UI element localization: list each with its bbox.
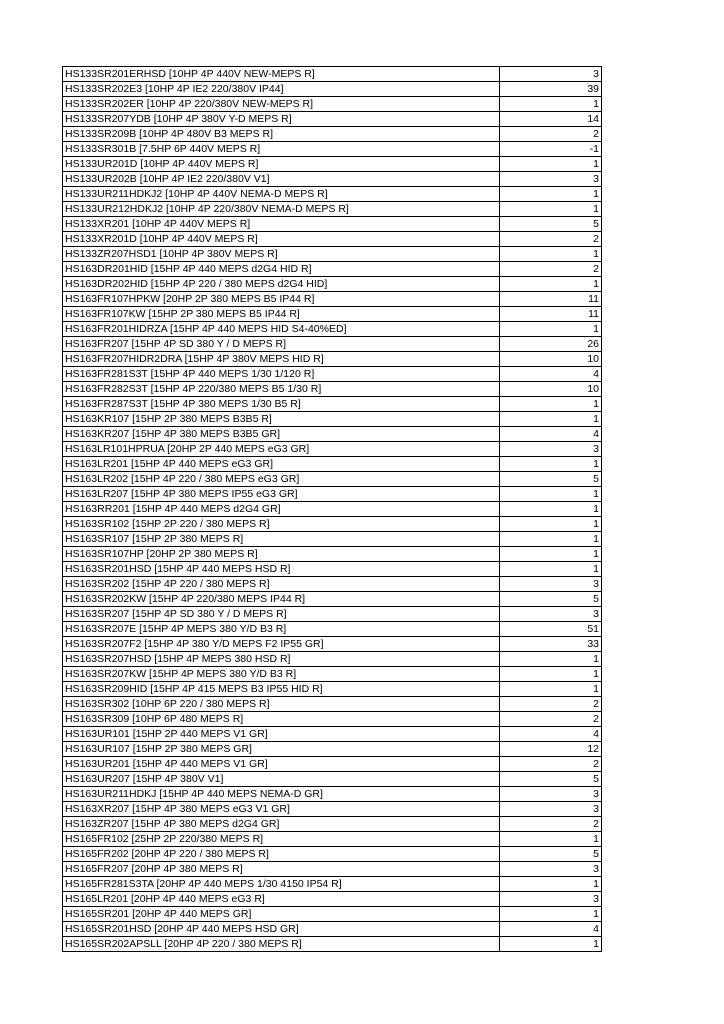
table-row (63, 382, 602, 397)
table-row (63, 667, 602, 682)
quantity-cell: 1 (500, 247, 602, 262)
table-row (63, 397, 602, 412)
item-description-cell: HS133SR202ER [10HP 4P 220/380V NEW-MEPS R] (63, 97, 500, 112)
table-row (63, 307, 602, 322)
table-row (63, 232, 602, 247)
quantity-cell: 1 (500, 202, 602, 217)
item-description-cell: HS163SR202KW [15HP 4P 220/380 MEPS IP44 R] (63, 592, 500, 607)
item-description-cell: HS133UR212HDKJ2 [10HP 4P 220/380V NEMA-D MEPS R] (63, 202, 500, 217)
item-description-cell: HS163UR211HDKJ [15HP 4P 440 MEPS NEMA-D GR] (63, 787, 500, 802)
quantity-cell: 2 (500, 697, 602, 712)
quantity-cell: 12 (500, 742, 602, 757)
quantity-cell: 39 (500, 82, 602, 97)
table-row (63, 877, 602, 892)
table-row (63, 577, 602, 592)
quantity-cell: 11 (500, 307, 602, 322)
table-row (63, 652, 602, 667)
table-row (63, 172, 602, 187)
item-description-cell: HS165FR207 [20HP 4P 380 MEPS R] (63, 862, 500, 877)
table-row (63, 487, 602, 502)
table-row (63, 922, 602, 937)
table-row (63, 817, 602, 832)
item-description-cell: HS163ZR207 [15HP 4P 380 MEPS d2G4 GR] (63, 817, 500, 832)
item-description-cell: HS163FR282S3T [15HP 4P 220/380 MEPS B5 1/30 R] (63, 382, 500, 397)
quantity-cell: 1 (500, 502, 602, 517)
table-row (63, 472, 602, 487)
table-row (63, 832, 602, 847)
quantity-cell: 1 (500, 97, 602, 112)
quantity-cell: 3 (500, 787, 602, 802)
quantity-cell: 1 (500, 412, 602, 427)
quantity-cell: 51 (500, 622, 602, 637)
quantity-cell: 1 (500, 562, 602, 577)
item-description-cell: HS163KR107 [15HP 2P 380 MEPS B3B5 R] (63, 412, 500, 427)
quantity-cell: 1 (500, 907, 602, 922)
item-description-cell: HS163SR302 [10HP 6P 220 / 380 MEPS R] (63, 697, 500, 712)
item-description-cell: HS163DR201HID [15HP 4P 440 MEPS d2G4 HID R] (63, 262, 500, 277)
item-description-cell: HS163SR107 [15HP 2P 380 MEPS R] (63, 532, 500, 547)
table-row (63, 412, 602, 427)
item-description-cell: HS163SR107HP [20HP 2P 380 MEPS R] (63, 547, 500, 562)
item-description-cell: HS163UR207 [15HP 4P 380V V1] (63, 772, 500, 787)
table-row (63, 367, 602, 382)
quantity-cell: 1 (500, 322, 602, 337)
quantity-cell: 5 (500, 217, 602, 232)
quantity-cell: 2 (500, 817, 602, 832)
quantity-cell: -1 (500, 142, 602, 157)
table-row (63, 847, 602, 862)
item-description-cell: HS165FR202 [20HP 4P 220 / 380 MEPS R] (63, 847, 500, 862)
quantity-cell: 5 (500, 772, 602, 787)
table-row (63, 517, 602, 532)
table-row (63, 892, 602, 907)
table-row (63, 622, 602, 637)
table-row (63, 772, 602, 787)
quantity-cell: 10 (500, 352, 602, 367)
quantity-cell: 2 (500, 757, 602, 772)
table-row (63, 202, 602, 217)
quantity-cell: 3 (500, 607, 602, 622)
table-row (63, 682, 602, 697)
table-row (63, 787, 602, 802)
quantity-cell: 1 (500, 397, 602, 412)
item-description-cell: HS165SR202APSLL [20HP 4P 220 / 380 MEPS R] (63, 937, 500, 952)
item-description-cell: HS163FR207HIDR2DRA [15HP 4P 380V MEPS HID R] (63, 352, 500, 367)
item-description-cell: HS163SR207HSD [15HP 4P MEPS 380 HSD R] (63, 652, 500, 667)
item-description-cell: HS163XR207 [15HP 4P 380 MEPS eG3 V1 GR] (63, 802, 500, 817)
item-description-cell: HS133UR201D [10HP 4P 440V MEPS R] (63, 157, 500, 172)
item-description-cell: HS163UR101 [15HP 2P 440 MEPS V1 GR] (63, 727, 500, 742)
table-row (63, 97, 602, 112)
table-row (63, 637, 602, 652)
item-description-cell: HS133SR209B [10HP 4P 480V B3 MEPS R] (63, 127, 500, 142)
item-description-cell: HS163SR207KW [15HP 4P MEPS 380 Y/D B3 R] (63, 667, 500, 682)
item-description-cell: HS165SR201HSD [20HP 4P 440 MEPS HSD GR] (63, 922, 500, 937)
quantity-cell: 10 (500, 382, 602, 397)
quantity-cell: 4 (500, 922, 602, 937)
table-row (63, 142, 602, 157)
quantity-cell: 1 (500, 187, 602, 202)
table-row (63, 907, 602, 922)
quantity-cell: 4 (500, 427, 602, 442)
table-row (63, 442, 602, 457)
table-row (63, 757, 602, 772)
table-row (63, 592, 602, 607)
quantity-cell: 1 (500, 877, 602, 892)
table-row (63, 727, 602, 742)
item-description-cell: HS163FR107KW [15HP 2P 380 MEPS B5 IP44 R] (63, 307, 500, 322)
quantity-cell: 1 (500, 487, 602, 502)
table-row (63, 247, 602, 262)
item-description-cell: HS163LR101HPRUA [20HP 2P 440 MEPS eG3 GR] (63, 442, 500, 457)
quantity-cell: 3 (500, 802, 602, 817)
quantity-cell: 33 (500, 637, 602, 652)
item-description-cell: HS133SR202E3 [10HP 4P IE2 220/380V IP44] (63, 82, 500, 97)
quantity-cell: 1 (500, 937, 602, 952)
table-row (63, 112, 602, 127)
inventory-table-body (63, 67, 602, 952)
item-description-cell: HS163DR202HID [15HP 4P 220 / 380 MEPS d2G4 HID] (63, 277, 500, 292)
table-row (63, 862, 602, 877)
item-description-cell: HS163LR201 [15HP 4P 440 MEPS eG3 GR] (63, 457, 500, 472)
quantity-cell: 5 (500, 592, 602, 607)
table-row (63, 937, 602, 952)
item-description-cell: HS163UR201 [15HP 4P 440 MEPS V1 GR] (63, 757, 500, 772)
table-row (63, 742, 602, 757)
quantity-cell: 5 (500, 472, 602, 487)
table-row (63, 337, 602, 352)
item-description-cell: HS133ZR207HSD1 [10HP 4P 380V MEPS R] (63, 247, 500, 262)
table-row (63, 697, 602, 712)
item-description-cell: HS133UR211HDKJ2 [10HP 4P 440V NEMA-D MEPS R] (63, 187, 500, 202)
quantity-cell: 3 (500, 862, 602, 877)
table-row (63, 322, 602, 337)
quantity-cell: 3 (500, 67, 602, 82)
quantity-cell: 4 (500, 367, 602, 382)
item-description-cell: HS133XR201 [10HP 4P 440V MEPS R] (63, 217, 500, 232)
item-description-cell: HS163FR287S3T [15HP 4P 380 MEPS 1/30 B5 R] (63, 397, 500, 412)
quantity-cell: 4 (500, 727, 602, 742)
quantity-cell: 3 (500, 892, 602, 907)
table-row (63, 427, 602, 442)
quantity-cell: 1 (500, 532, 602, 547)
table-row (63, 607, 602, 622)
quantity-cell: 3 (500, 172, 602, 187)
quantity-cell: 1 (500, 682, 602, 697)
item-description-cell: HS165FR102 [25HP 2P 220/380 MEPS R] (63, 832, 500, 847)
table-row (63, 262, 602, 277)
item-description-cell: HS163SR309 [10HP 6P 480 MEPS R] (63, 712, 500, 727)
quantity-cell: 1 (500, 277, 602, 292)
item-description-cell: HS163SR207 [15HP 4P SD 380 Y / D MEPS R] (63, 607, 500, 622)
table-row (63, 157, 602, 172)
table-row (63, 712, 602, 727)
item-description-cell: HS163FR107HPKW [20HP 2P 380 MEPS B5 IP44 R] (63, 292, 500, 307)
quantity-cell: 3 (500, 442, 602, 457)
item-description-cell: HS163SR201HSD [15HP 4P 440 MEPS HSD R] (63, 562, 500, 577)
item-description-cell: HS163RR201 [15HP 4P 440 MEPS d2G4 GR] (63, 502, 500, 517)
item-description-cell: HS163SR202 [15HP 4P 220 / 380 MEPS R] (63, 577, 500, 592)
item-description-cell: HS133SR207YDB [10HP 4P 380V Y-D MEPS R] (63, 112, 500, 127)
item-description-cell: HS163SR102 [15HP 2P 220 / 380 MEPS R] (63, 517, 500, 532)
table-row (63, 217, 602, 232)
item-description-cell: HS163FR201HIDRZA [15HP 4P 440 MEPS HID S4-40%ED] (63, 322, 500, 337)
quantity-cell: 2 (500, 127, 602, 142)
item-description-cell: HS163UR107 [15HP 2P 380 MEPS GR] (63, 742, 500, 757)
item-description-cell: HS133SR301B [7.5HP 6P 440V MEPS R] (63, 142, 500, 157)
quantity-cell: 1 (500, 157, 602, 172)
table-row (63, 457, 602, 472)
quantity-cell: 26 (500, 337, 602, 352)
quantity-cell: 2 (500, 262, 602, 277)
item-description-cell: HS165FR281S3TA [20HP 4P 440 MEPS 1/30 4150 IP54 R] (63, 877, 500, 892)
item-description-cell: HS163FR281S3T [15HP 4P 440 MEPS 1/30 1/120 R] (63, 367, 500, 382)
item-description-cell: HS133SR201ERHSD [10HP 4P 440V NEW-MEPS R] (63, 67, 500, 82)
item-description-cell: HS133XR201D [10HP 4P 440V MEPS R] (63, 232, 500, 247)
table-row (63, 292, 602, 307)
item-description-cell: HS165SR201 [20HP 4P 440 MEPS GR] (63, 907, 500, 922)
item-description-cell: HS163KR207 [15HP 4P 380 MEPS B3B5 GR] (63, 427, 500, 442)
quantity-cell: 3 (500, 577, 602, 592)
item-description-cell: HS163SR207F2 [15HP 4P 380 Y/D MEPS F2 IP55 GR] (63, 637, 500, 652)
table-row (63, 547, 602, 562)
quantity-cell: 1 (500, 832, 602, 847)
item-description-cell: HS165LR201 [20HP 4P 440 MEPS eG3 R] (63, 892, 500, 907)
table-row (63, 67, 602, 82)
table-row (63, 277, 602, 292)
table-row (63, 187, 602, 202)
quantity-cell: 14 (500, 112, 602, 127)
table-row (63, 127, 602, 142)
quantity-cell: 2 (500, 232, 602, 247)
inventory-table (62, 66, 602, 952)
quantity-cell: 1 (500, 667, 602, 682)
item-description-cell: HS163LR202 [15HP 4P 220 / 380 MEPS eG3 GR] (63, 472, 500, 487)
quantity-cell: 1 (500, 457, 602, 472)
table-row (63, 802, 602, 817)
table-row (63, 532, 602, 547)
table-row (63, 352, 602, 367)
item-description-cell: HS163LR207 [15HP 4P 380 MEPS IP55 eG3 GR] (63, 487, 500, 502)
quantity-cell: 11 (500, 292, 602, 307)
quantity-cell: 5 (500, 847, 602, 862)
item-description-cell: HS163SR207E [15HP 4P MEPS 380 Y/D B3 R] (63, 622, 500, 637)
table-row (63, 82, 602, 97)
item-description-cell: HS133UR202B [10HP 4P IE2 220/380V V1] (63, 172, 500, 187)
quantity-cell: 1 (500, 517, 602, 532)
item-description-cell: HS163FR207 [15HP 4P SD 380 Y / D MEPS R] (63, 337, 500, 352)
quantity-cell: 2 (500, 712, 602, 727)
table-row (63, 502, 602, 517)
table-row (63, 562, 602, 577)
quantity-cell: 1 (500, 547, 602, 562)
item-description-cell: HS163SR209HID [15HP 4P 415 MEPS B3 IP55 HID R] (63, 682, 500, 697)
quantity-cell: 1 (500, 652, 602, 667)
